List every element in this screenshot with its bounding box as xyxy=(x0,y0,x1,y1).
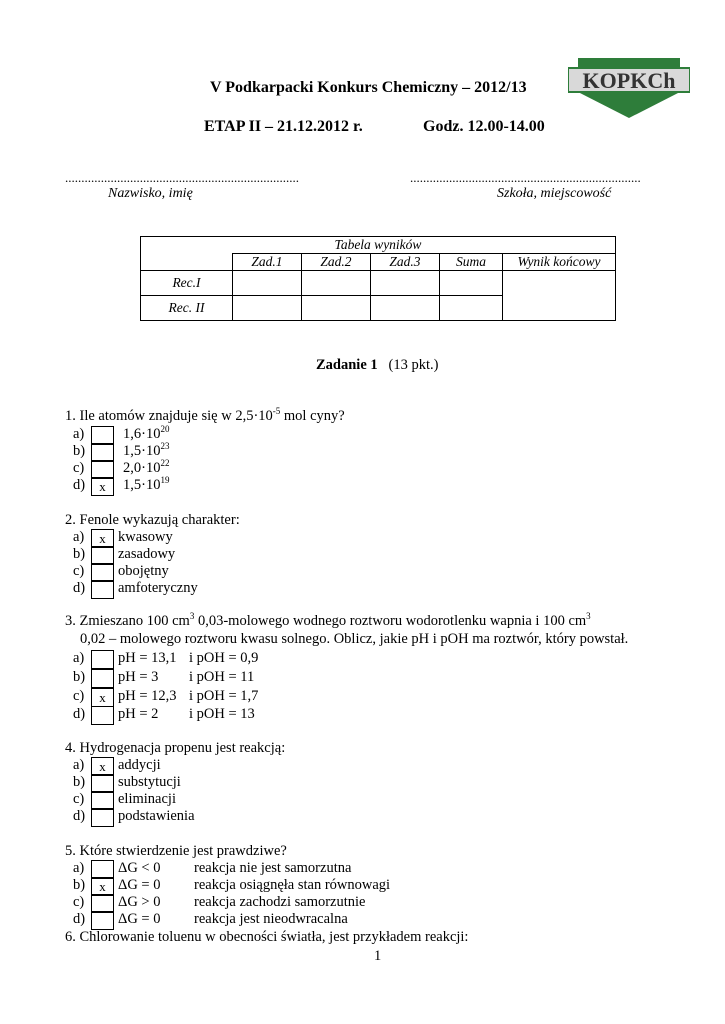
results-table xyxy=(140,236,616,321)
question-2: 2. Fenole wykazują charakter: xyxy=(65,512,240,528)
score-cell[interactable] xyxy=(233,271,302,296)
score-cell[interactable] xyxy=(440,271,503,296)
score-cell[interactable] xyxy=(440,296,503,321)
answer-checkbox[interactable]: x xyxy=(91,477,114,496)
score-cell[interactable] xyxy=(371,271,440,296)
answer-checkbox[interactable]: x xyxy=(91,688,114,707)
school-field-label: Szkoła, miejscowość xyxy=(497,186,612,201)
score-cell[interactable] xyxy=(302,296,371,321)
col-header: Zad.2 xyxy=(302,254,371,271)
answer-checkbox[interactable]: x xyxy=(91,757,114,776)
answer-checkbox[interactable]: x xyxy=(91,877,114,896)
question-3-line-2: 0,02 – molowego roztworu kwasu solnego. Oblicz, jakie pH i pOH ma roztwór, który powstał. xyxy=(80,631,629,647)
row-header: Rec.I xyxy=(141,271,233,296)
school-field-dots: ....................................................................... xyxy=(410,170,641,185)
question-1: 1. Ile atomów znajduje się w $2,5\cdot 10^{-5}$ mol cyny? xyxy=(65,406,345,424)
answer-checkbox[interactable] xyxy=(91,808,114,827)
name-field-dots: ........................................................................ xyxy=(65,170,299,185)
contest-title: V Podkarpacki Konkurs Chemiczny – 2012/13 xyxy=(210,79,527,96)
score-cell[interactable] xyxy=(233,296,302,321)
row-header: Rec. II xyxy=(141,296,233,321)
answer-checkbox[interactable] xyxy=(91,669,114,688)
question-6: 6. Chlorowanie toluenu w obecności światła, jest przykładem reakcji: xyxy=(65,929,469,945)
question-4: 4. Hydrogenacja propenu jest reakcją: xyxy=(65,740,286,756)
answer-checkbox[interactable] xyxy=(91,911,114,930)
final-score-cell[interactable] xyxy=(503,271,616,321)
answer-checkbox[interactable]: x xyxy=(91,529,114,548)
stage-date: ETAP II – 21.12.2012 r. xyxy=(204,118,363,135)
task-title: Zadanie 1 xyxy=(316,357,378,373)
col-header: Zad.3 xyxy=(371,254,440,271)
answer-checkbox[interactable] xyxy=(91,650,114,669)
question-5: 5. Które stwierdzenie jest prawdziwe? xyxy=(65,843,287,859)
kopkch-logo xyxy=(568,56,690,120)
name-field-label: Nazwisko, imię xyxy=(108,186,193,201)
task-points: (13 pkt.) xyxy=(388,357,439,373)
col-header: Wynik końcowy xyxy=(503,254,616,271)
col-header: Suma xyxy=(440,254,503,271)
exam-time: Godz. 12.00-14.00 xyxy=(423,118,545,135)
question-3: 3. Zmieszano 100 $cm^3$ 0,03-molowego wodnego roztworu wodorotlenku wapnia i 100 $cm^3$ xyxy=(65,611,591,629)
score-cell[interactable] xyxy=(371,296,440,321)
page-number: 1 xyxy=(374,948,382,964)
logo-text: KOPKCh xyxy=(582,68,676,93)
results-table-caption: Tabela wyników xyxy=(141,237,616,254)
task-heading xyxy=(316,357,438,374)
answer-checkbox[interactable] xyxy=(91,706,114,725)
answer-checkbox[interactable] xyxy=(91,580,114,599)
col-header: Zad.1 xyxy=(233,254,302,271)
score-cell[interactable] xyxy=(302,271,371,296)
